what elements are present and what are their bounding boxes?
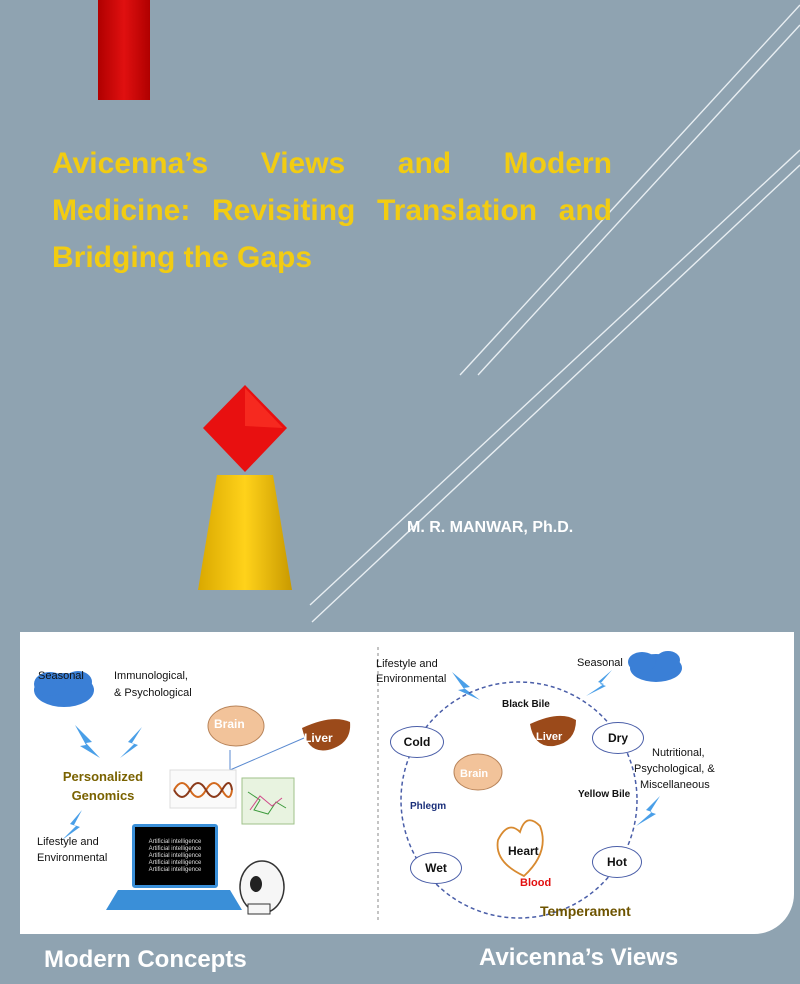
- monitor-text: [135, 839, 215, 874]
- label-psychological: & Psychological: [114, 687, 192, 699]
- pg-line1: Personalized: [62, 769, 144, 784]
- monitor-line: Artificial intelligence: [148, 846, 202, 852]
- book-title: Avicenna’s Views and Modern Medicine: Revisiting Translation and Bridging the Gaps: [52, 147, 612, 274]
- lightning-icon: [75, 725, 100, 758]
- node-cold: Cold: [390, 726, 444, 758]
- label-environmental: Environmental: [37, 852, 108, 864]
- red-bar-decoration: [98, 0, 150, 100]
- protein-structure-icon: [242, 778, 294, 824]
- label-lifestyle-right: Lifestyle and: [376, 658, 438, 670]
- label-temperament: Temperament: [540, 903, 631, 919]
- label-liver-right: Liver: [536, 731, 563, 743]
- node-dry: Dry: [592, 722, 644, 754]
- monitor-line: Artificial intelligence: [148, 853, 202, 859]
- node-hot: Hot: [592, 846, 642, 878]
- label-psychological-right: Psychological, &: [634, 763, 715, 775]
- laptop-keyboard-icon: [106, 890, 242, 910]
- ai-monitor-icon: [132, 824, 218, 888]
- label-lifestyle: Lifestyle and: [37, 836, 99, 848]
- label-seasonal: Seasonal: [38, 670, 84, 682]
- label-black-bile: Black Bile: [502, 699, 550, 710]
- label-heart: Heart: [508, 844, 539, 858]
- dna-icon: [170, 770, 236, 808]
- diamond-trapezoid-emblem: [195, 380, 295, 600]
- label-brain: Brain: [214, 717, 245, 731]
- personalized-genomics-label: [48, 767, 158, 805]
- label-seasonal-right: Seasonal: [577, 657, 623, 669]
- lightning-icon: [452, 672, 480, 700]
- label-blood: Blood: [520, 877, 552, 889]
- label-liver: Liver: [304, 731, 333, 745]
- label-immunological: Immunological,: [114, 670, 188, 682]
- pg-line2: Genomics: [71, 788, 135, 803]
- label-nutritional: Nutritional,: [652, 747, 705, 759]
- lightning-icon: [120, 727, 142, 758]
- monitor-line: Artificial intelligence: [148, 839, 202, 845]
- monitor-line: Artificial intelligence: [148, 867, 202, 873]
- caption-avicennas-views: Avicenna’s Views: [479, 944, 679, 971]
- label-brain-right: Brain: [460, 768, 489, 780]
- label-miscellaneous: Miscellaneous: [640, 779, 710, 791]
- caption-modern-concepts: Modern Concepts: [44, 946, 247, 973]
- lightning-icon: [586, 670, 612, 696]
- label-yellow-bile: Yellow Bile: [578, 789, 631, 800]
- lightning-icon: [636, 796, 660, 826]
- label-environmental-right: Environmental: [376, 673, 447, 685]
- author-name: M. R. MANWAR, Ph.D.: [407, 519, 574, 536]
- node-wet: Wet: [410, 852, 462, 884]
- label-phlegm: Phlegm: [410, 801, 447, 812]
- monitor-line: Artificial intelligence: [148, 860, 202, 866]
- gold-trapezoid-shape: [198, 475, 292, 590]
